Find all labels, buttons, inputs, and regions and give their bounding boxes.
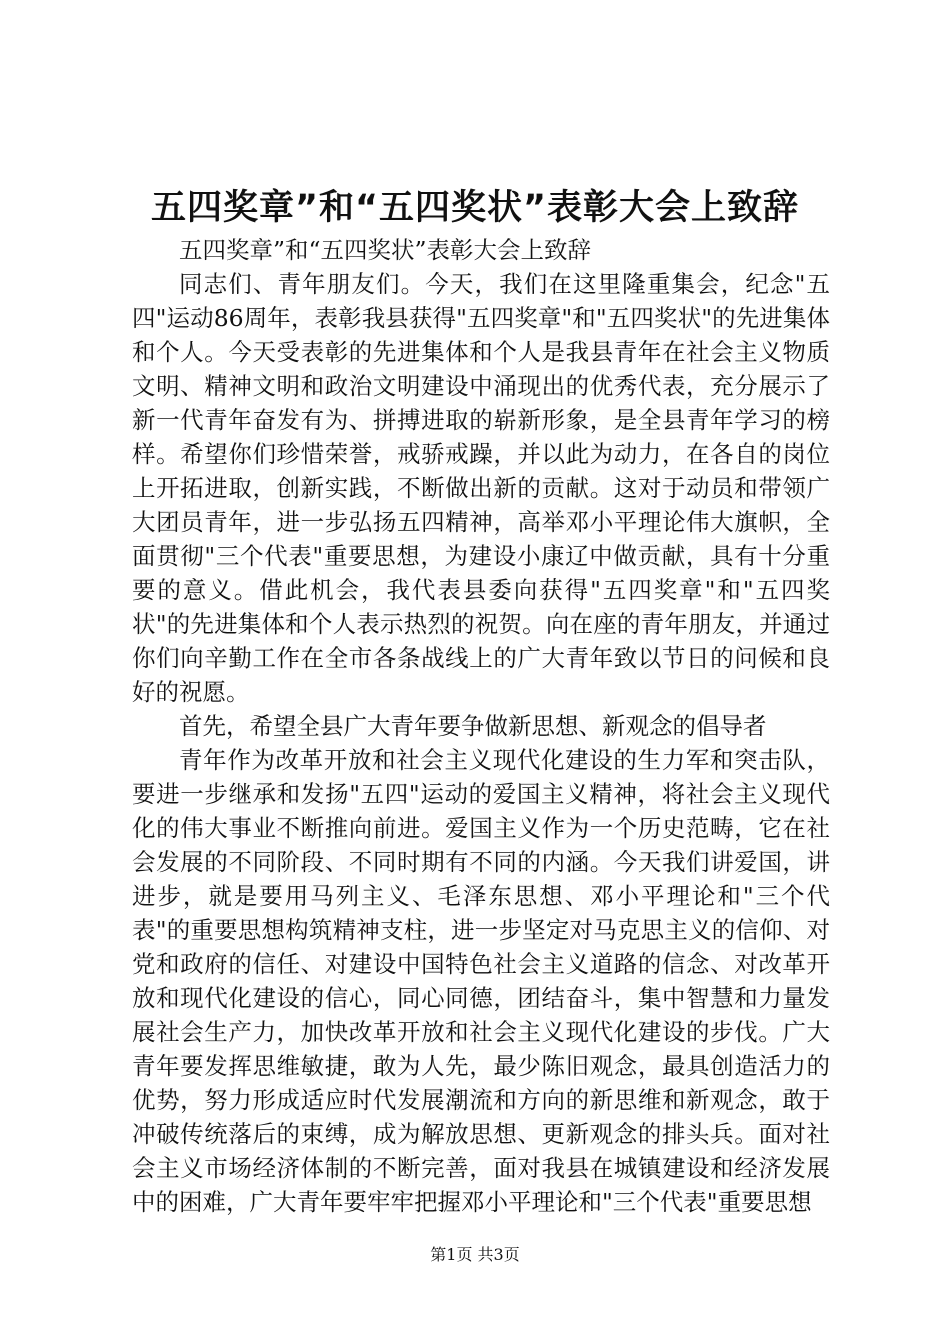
- paragraph-first-point: 首先，希望全县广大青年要争做新思想、新观念的倡导者: [179, 712, 767, 740]
- document-body: [132, 233, 830, 1219]
- document-title: 五四奖章”和“五四奖状”表彰大会上致辞: [150, 188, 799, 228]
- paragraph-greeting: 同志们、青年朋友们。今天，我们在这里隆重集会，纪念"五四"运动86周年，表彰我县获得"五四奖章"和"五四奖状"的先进集体和个人。今天受表彰的先进集体和个人是我县青年在社会主义物质文明、精神文明和政治文明建设中涌现出的优秀代表，充分展示了新一代青年奋发有为、拼搏进取的崭新形象，是全县青年学习的榜样。希望你们珍惜荣誉，戒骄戒躁，并以此为动力，在各自的岗位上开拓进取，创新实践，不断做出新的贡献。这对于动员和带领广大团员青年，进一步弘扬五四精神，高举邓小平理论伟大旗帜，全面贯彻"三个代表"重要思想，为建设小康辽中做贡献，具有十分重要的意义。借此机会，我代表县委向获得"五四奖章"和"五四奖状"的先进集体和个人表示热烈的祝贺。向在座的青年朋友，并通过你们向辛勤工作在全市各条战线上的广大青年致以节日的问候和良好的祝愿。: [132, 270, 830, 706]
- paragraph-body: 青年作为改革开放和社会主义现代化建设的生力军和突击队，要进一步继承和发扬"五四"运动的爱国主义精神，将社会主义现代化的伟大事业不断推向前进。爱国主义作为一个历史范畴，它在社会发展的不同阶段、不同时期有不同的内涵。今天我们讲爱国，讲进步，就是要用马列主义、毛泽东思想、邓小平理论和"三个代表"的重要思想构筑精神支柱，进一步坚定对马克思主义的信仰、对党和政府的信任、对建设中国特色社会主义道路的信念、对改革开放和现代化建设的信心，同心同德，团结奋斗，集中智慧和力量发展社会生产力，加快改革开放和社会主义现代化建设的步伐。广大青年要发挥思维敏捷，敢为人先，最少陈旧观念，最具创造活力的优势，努力形成适应时代发展潮流和方向的新思维和新观念，敢于冲破传统落后的束缚，成为解放思想、更新观念的排头兵。面对社会主义市场经济体制的不断完善，面对我县在城镇建设和经济发展中的困难，广大青年要牢牢把握邓小平理论和"三个代表"重要思想: [132, 746, 830, 1216]
- page-footer: 第1页 共3页: [430, 1245, 520, 1264]
- paragraph-subtitle: 五四奖章”和“五四奖状”表彰大会上致辞: [179, 236, 592, 264]
